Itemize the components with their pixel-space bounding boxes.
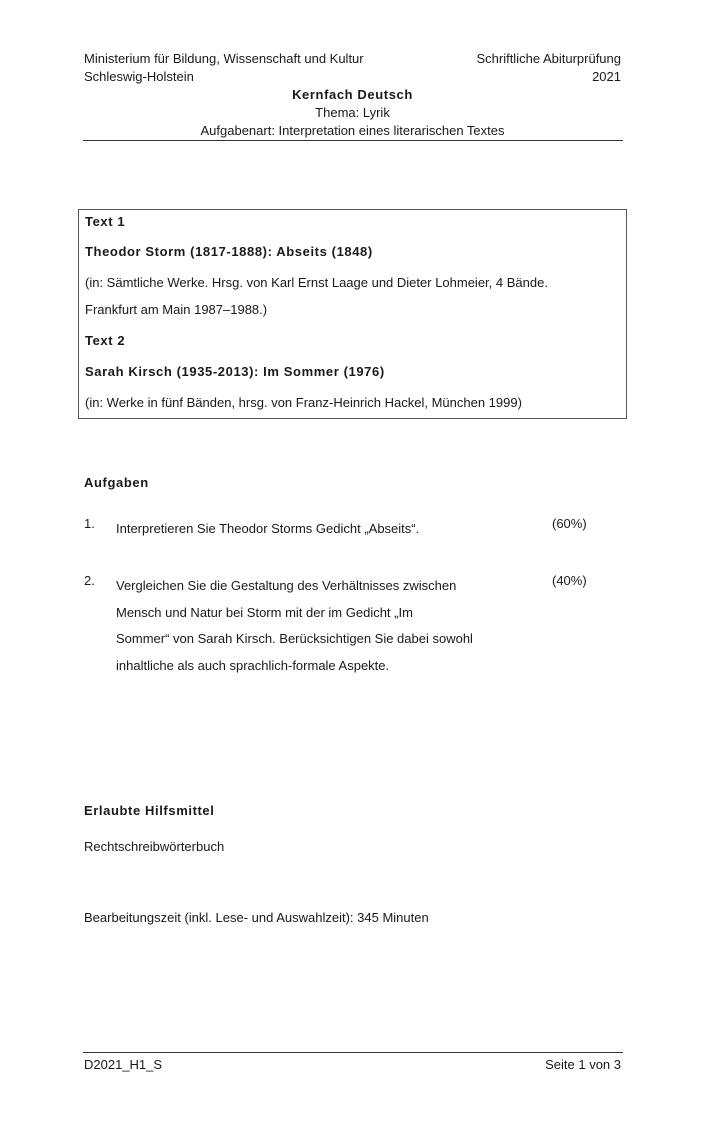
text2-source: (in: Werke in fünf Bänden, hrsg. von Franz-Heinrich Hackel, München 1999)	[85, 395, 522, 410]
footer-divider	[83, 1052, 623, 1053]
task-text-line: inhaltliche als auch sprachlich-formale Aspekte.	[116, 657, 390, 673]
task-type-line: Aufgabenart: Interpretation eines literarischen Textes	[200, 123, 505, 138]
ministry-state: Schleswig-Holstein	[84, 69, 194, 84]
exam-name: Schriftliche Abiturprüfung	[476, 51, 621, 66]
header-divider	[83, 140, 623, 141]
subject-title: Kernfach Deutsch	[292, 87, 413, 102]
header-row-2	[84, 68, 621, 86]
aids-text: Rechtschreibwörterbuch	[84, 839, 225, 854]
task-text-line: Mensch und Natur bei Storm mit der im Gedicht „Im	[116, 604, 413, 620]
text1-source-line2: Frankfurt am Main 1987–1988.)	[85, 302, 268, 317]
task-text	[116, 516, 536, 543]
tasks-heading: Aufgaben	[84, 475, 149, 490]
header-row-1	[84, 50, 621, 68]
text1-title: Theodor Storm (1817-1888): Abseits (1848)	[85, 244, 373, 259]
text2-label: Text 2	[85, 333, 126, 348]
text1-label: Text 1	[85, 214, 126, 229]
task-number: 2.	[84, 573, 95, 588]
task-weight: (40%)	[552, 573, 587, 588]
text2-title: Sarah Kirsch (1935-2013): Im Sommer (1976)	[85, 364, 385, 379]
task-text-line: Sommer“ von Sarah Kirsch. Berücksichtigen Sie dabei sowohl	[116, 631, 473, 646]
task-weight: (60%)	[552, 516, 587, 531]
task-text-line: Vergleichen Sie die Gestaltung des Verhältnisses zwischen	[116, 578, 457, 593]
working-time: Bearbeitungszeit (inkl. Lese- und Auswahlzeit): 345 Minuten	[84, 910, 429, 925]
document-code: D2021_H1_S	[84, 1057, 163, 1072]
texts-box	[78, 209, 627, 419]
exam-year: 2021	[592, 69, 621, 84]
task-text-line: Interpretieren Sie Theodor Storms Gedicht „Abseits“.	[116, 521, 420, 536]
ministry-name: Ministerium für Bildung, Wissenschaft und Kultur	[84, 51, 364, 66]
task-text	[116, 573, 536, 679]
page-number: Seite 1 von 3	[545, 1057, 621, 1072]
task-number: 1.	[84, 516, 95, 531]
footer-row	[84, 1056, 621, 1074]
theme-line: Thema: Lyrik	[315, 105, 390, 120]
text1-source-line1: (in: Sämtliche Werke. Hrsg. von Karl Ernst Laage und Dieter Lohmeier, 4 Bände.	[85, 275, 548, 290]
aids-heading: Erlaubte Hilfsmittel	[84, 803, 215, 818]
